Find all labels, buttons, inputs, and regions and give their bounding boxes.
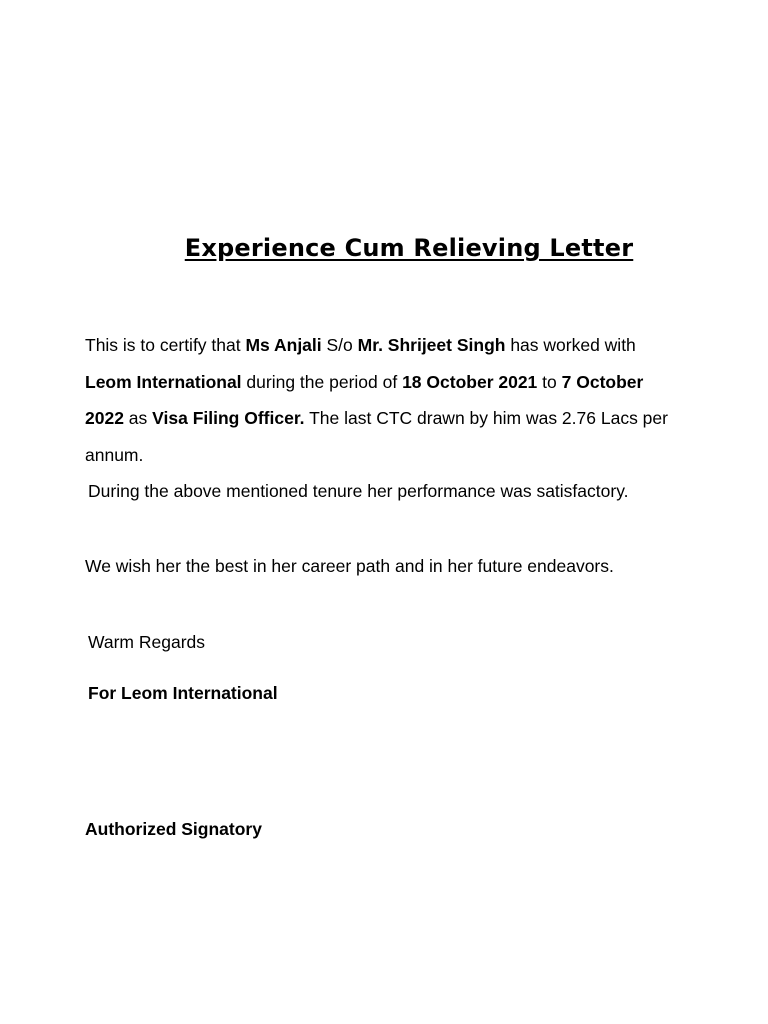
para-text-1: This is to certify that bbox=[85, 335, 246, 355]
authorized-signatory: Authorized Signatory bbox=[85, 819, 262, 839]
employee-name: Ms Anjali bbox=[245, 335, 322, 355]
designation: Visa Filing Officer. bbox=[152, 408, 305, 429]
para-text-2: S/o bbox=[321, 335, 358, 355]
closing-regards: Warm Regards bbox=[88, 632, 206, 652]
para-text-5: to bbox=[537, 371, 562, 392]
for-company-line: For Leom International bbox=[88, 683, 278, 703]
company-name: Leom International bbox=[85, 371, 242, 392]
start-date: 18 October 2021 bbox=[402, 371, 538, 392]
para-text-7: The last CTC drawn by him was 2.76 Lacs per annum. bbox=[85, 408, 668, 466]
para-text-3: has worked with bbox=[505, 335, 636, 355]
para-text-6: as bbox=[123, 408, 153, 429]
para-text-4: during the period of bbox=[241, 371, 403, 392]
wishes-statement: We wish her the best in her career path and in her future endeavors. bbox=[85, 556, 614, 576]
end-date: 7 October 2022 bbox=[85, 371, 644, 429]
performance-statement: During the above mentioned tenure her performance was satisfactory. bbox=[88, 481, 629, 501]
father-name: Mr. Shrijeet Singh bbox=[357, 335, 506, 355]
letter-title: Experience Cum Relieving Letter bbox=[184, 234, 634, 262]
certification-paragraph bbox=[85, 327, 685, 474]
